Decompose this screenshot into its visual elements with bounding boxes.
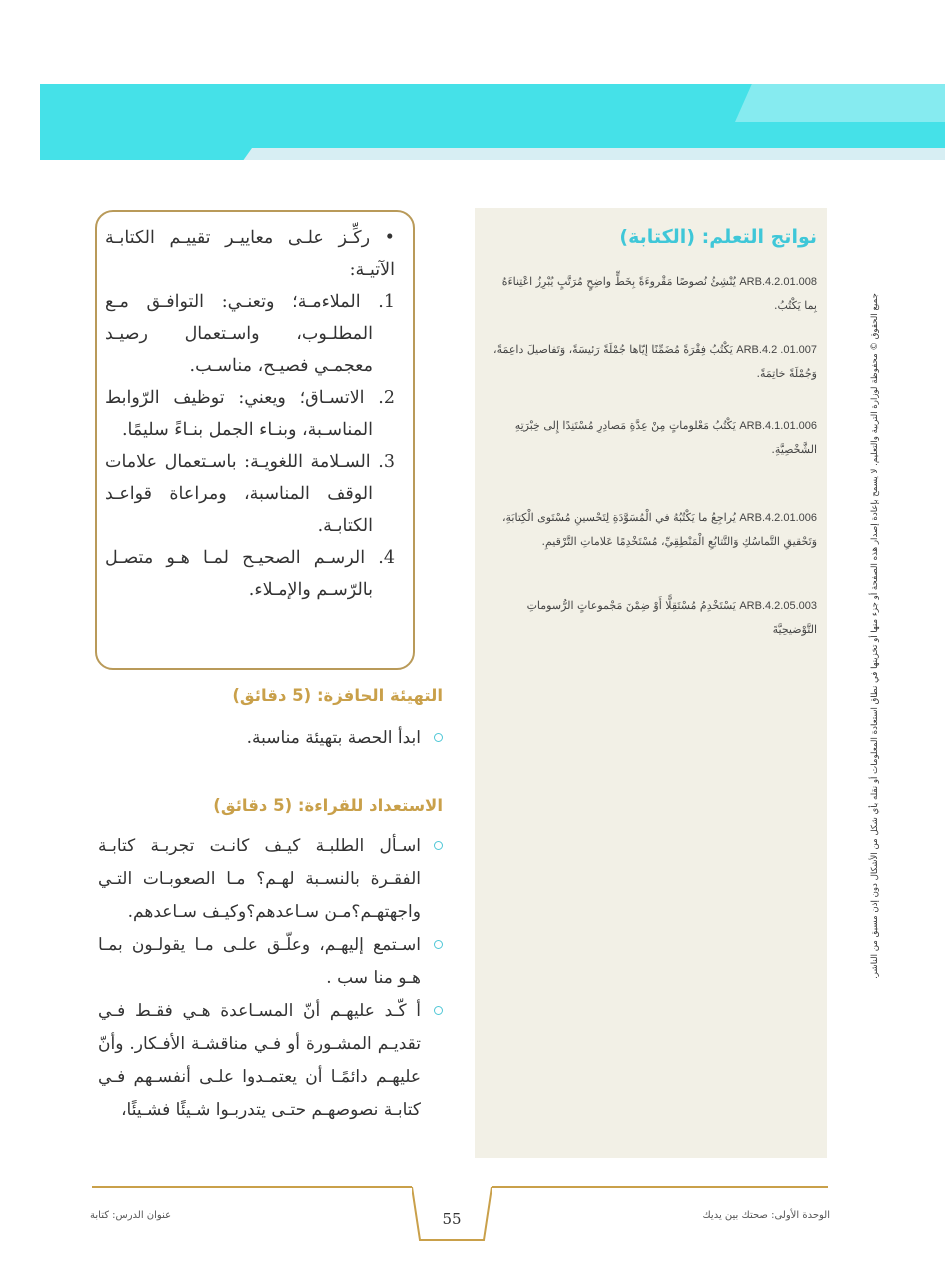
outcome-text: يَسْتَخْدِمُ مُسْتَقِلًّا أَوْ ضِمْنَ مَجْموعاتٍ الرُّسوماتِ التَّوْضيحِيَّةَ — [526, 599, 817, 636]
outcome-code: ARB.4.1.01.006 — [739, 420, 817, 432]
outcomes-title: نواتج التعلم: (الكتابة) — [619, 226, 817, 248]
outcome-code: ARB.4.2 .01.007 — [736, 344, 817, 356]
criteria-item: 1. الملاءمـة؛ وتعنـي: التوافـق مـع المطلـوب، واسـتعمال رصيـد معجمـي فصيـح، مناسـب. — [105, 292, 395, 376]
outcome-item — [491, 414, 817, 462]
outcome-text: يُنْشِئُ نُصوصًا مَقْروءَةً بِخَطٍّ واضِحٍ مُرَتَّبٍ يُبْرِزُ اعْتِناءَهُ بِما يَكْتُبُ. — [501, 275, 817, 312]
warmup-list — [98, 722, 443, 755]
outcome-code: ARB.4.2.01.008 — [739, 276, 817, 288]
criteria-item: 4. الرسـم الصحيـح لمـا هـو متصـل بالرّسـم والإمـلاء. — [105, 548, 395, 600]
bullet-icon — [434, 1006, 443, 1015]
footer-line-left — [92, 1186, 412, 1188]
outcome-text: يُراجِعُ ما يَكْتُبُهُ في الْمُسَوَّدَةِ لِتَحْسينِ مُسْتَوى الْكِتابَةِ، وَتَحْقيقِ التَّماسُكِ وَالتَّتابُعِ الْمَنْطِقِيِّ، مُسْتَخْدِمًا عَلاماتِ التَّرْقيمِ. — [501, 511, 817, 548]
criteria-box — [95, 210, 415, 670]
list-item-text: أ كّـد عليهـم أنّ المسـاعدة هـي فقـط فـي تقديـم المشـورة أو فـي مناقشـة الأفـكار. وأنّ عليهـم دائمًـا أن يعتمـدوا علـى أنفسـهم فـي كتابـة نصوصهـم حتـى يتدربـوا شـيئًا فشـيئًا، — [98, 1001, 421, 1120]
header-band-notch — [40, 148, 252, 160]
unit-title: الوحدة الأولى: صحتك بين يديك — [702, 1210, 830, 1221]
list-item-text: ابدأ الحصة بتهيئة مناسبة. — [246, 728, 421, 748]
outcome-code: ARB.4.2.01.006 — [739, 512, 817, 524]
outcome-code: ARB.4.2.05.003 — [739, 600, 817, 612]
learning-outcomes-panel — [475, 208, 827, 1158]
outcome-item — [491, 338, 817, 386]
bullet-icon — [434, 940, 443, 949]
list-item — [98, 830, 443, 929]
outcome-item — [491, 594, 817, 642]
header-band-highlight — [735, 84, 945, 122]
outcome-item — [491, 506, 817, 554]
bullet-icon — [434, 841, 443, 850]
criteria-content — [105, 222, 395, 606]
warmup-title: التهيئة الحافزة: (5 دقائق) — [232, 686, 443, 705]
criteria-item: 2. الاتسـاق؛ ويعني: توظيف الرّوابط المناسـبة، وبنـاء الجمل بنـاءً سليمًا. — [105, 388, 395, 440]
bullet-icon — [434, 733, 443, 742]
outcome-text: يَكْتُبُ مَعْلوماتٍ مِنْ عِدَّةِ مَصادِرِ مُسْتَنِدًا إِلى خِبْرَتِهِ الشَّخْصِيَّةِ. — [514, 419, 817, 456]
outcome-text: يَكْتُبُ فِقْرَةً مُضَمِّنًا إيّاها جُمْلَةً رَئيسَةً، وَتَفاصيلَ داعِمَةً، وَجُمْلَةً خاتِمَةً. — [493, 343, 817, 380]
criteria-intro: • ركِّـز علـى معاييـر تقييـم الكتابـة الآتيـة: — [105, 228, 395, 280]
copyright-note — [868, 286, 882, 986]
page-number: 55 — [442, 1210, 462, 1228]
list-item — [98, 722, 443, 755]
list-item — [98, 995, 443, 1127]
lesson-title: عنوان الدرس: كتابة — [90, 1210, 172, 1221]
list-item-text: اسـتمع إليهـم، وعلّـق علـى مـا يقولـون بمـا هـو منا سب . — [98, 935, 421, 988]
reading-prep-title: الاستعداد للقراءة: (5 دقائق) — [213, 796, 443, 815]
copyright-text: جميع الحقوق © محفوظة لوزارة التربية والتعليم. لا يسمح بإعادة إصدار هذه الصفحة أو جزء منها أو تخزينها في نطاق استعادة المعلومات أو نقله بأي شكل من الأشكال دون إذن مسبق من الناشر. — [870, 293, 880, 979]
footer-line-right — [492, 1186, 828, 1188]
reading-prep-list — [98, 830, 443, 1127]
list-item — [98, 929, 443, 995]
criteria-item: 3. السـلامة اللغويـة: باسـتعمال علامات الوقف المناسبة، ومراعاة قواعـد الكتابـة. — [105, 452, 395, 536]
outcome-item — [491, 270, 817, 318]
list-item-text: اسـأل الطلبـة كيـف كانـت تجربـة كتابـة الفقـرة بالنسـبة لهـم؟ مـا الصعوبـات التـي واجهتهـم؟مـن سـاعدهم؟وكيـف سـاعدهم. — [98, 836, 421, 922]
